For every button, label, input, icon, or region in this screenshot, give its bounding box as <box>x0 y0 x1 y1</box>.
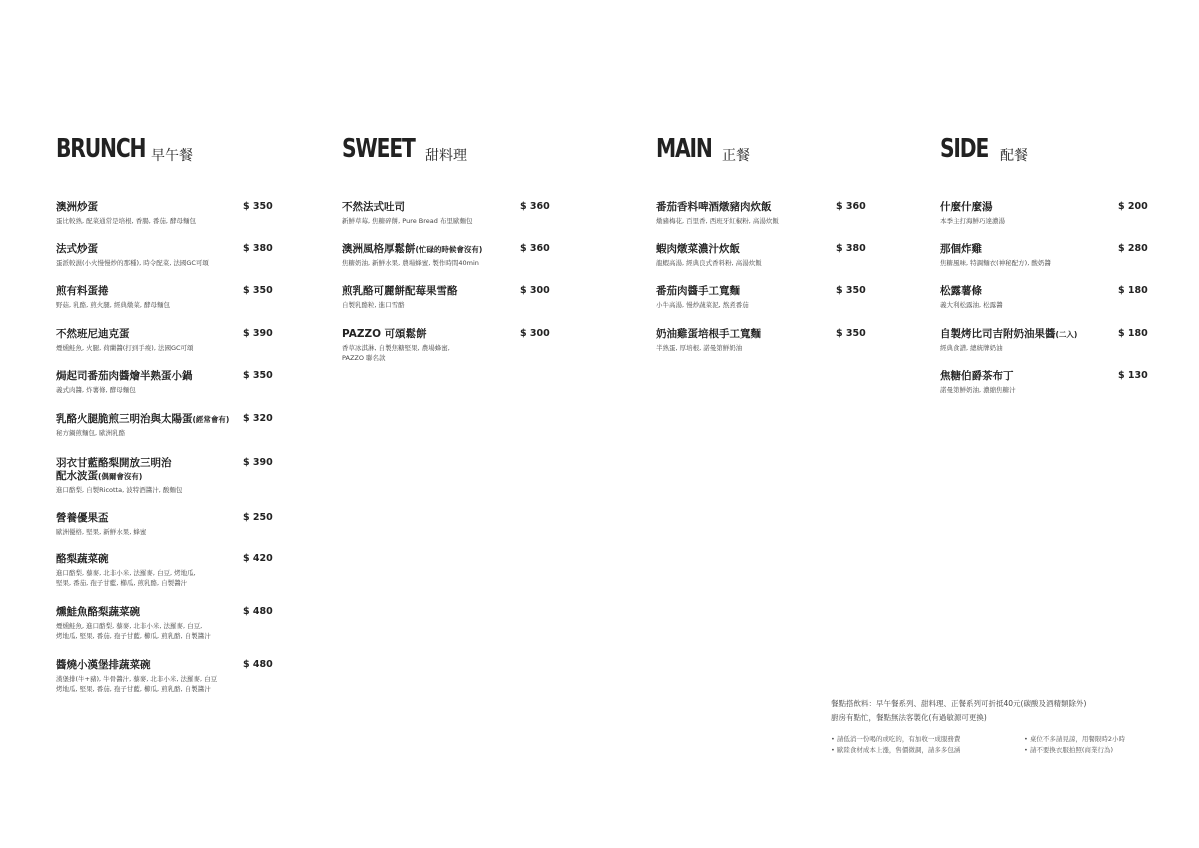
item-price: $ 350 <box>243 285 273 296</box>
menu-item <box>656 201 886 226</box>
item-price: $ 380 <box>836 243 866 254</box>
item-description: 秘方鍋煎麵包, 歐洲乳酪 <box>56 429 126 437</box>
column-subtitle: 配餐 <box>1000 148 1028 164</box>
item-name: 松露薯條 <box>940 285 982 297</box>
item-name: 燻鮭魚酪梨蔬菜碗 <box>56 606 140 618</box>
item-name: 番茄肉醬手工寬麵 <box>656 285 740 297</box>
menu-item <box>56 370 296 395</box>
item-price: $ 350 <box>836 285 866 296</box>
menu-item <box>940 285 1170 310</box>
menu-item <box>56 413 296 438</box>
menu-item <box>56 201 296 226</box>
item-description: 燉豬梅花, 百里香, 西班牙紅椒粉, 高湯炊飯 <box>656 217 779 225</box>
item-price: $ 350 <box>243 370 273 381</box>
item-price: $ 200 <box>1118 201 1148 212</box>
item-name: 什麼什麼湯 <box>940 201 993 213</box>
note-item: • 請低消一份喝的或吃的，有加收一成服務費 <box>831 734 960 745</box>
menu-item <box>940 201 1170 226</box>
item-price: $ 390 <box>243 328 273 339</box>
note-item: • 請不要換衣服拍照(商業行為) <box>1024 745 1125 756</box>
item-note: (忙碌的時候會沒有) <box>415 245 483 254</box>
item-name: 不然班尼迪克蛋 <box>56 328 130 340</box>
item-note: (偶爾會沒有) <box>98 472 143 481</box>
menu-item <box>940 370 1170 395</box>
item-name: 自製烤比司吉附奶油果醬(二入) <box>940 328 1078 340</box>
item-description: 蛋派較濕(小火慢慢炒的那種), 時令配菜, 法國GC可頌 <box>56 259 209 267</box>
menu-item <box>342 328 572 363</box>
column-title: SIDE <box>940 134 989 164</box>
column-title: BRUNCH <box>56 134 146 164</box>
column-title: MAIN <box>656 134 712 164</box>
item-price: $ 350 <box>243 201 273 212</box>
item-name: 番茄香料啤酒燉豬肉炊飯 <box>656 201 772 213</box>
item-description: 半熟蛋, 厚培根, 諾曼第鮮奶油 <box>656 344 743 352</box>
menu-column-brunch <box>56 134 296 693</box>
menu-item <box>656 328 886 353</box>
item-name: 煎有料蛋捲 <box>56 285 109 297</box>
menu-item <box>56 553 296 588</box>
item-name: 澳洲炒蛋 <box>56 201 98 213</box>
footer <box>831 697 1086 725</box>
item-price: $ 350 <box>836 328 866 339</box>
item-name: 煎乳酪可麗餅配莓果雪酪 <box>342 285 458 297</box>
item-name: 那個炸雞 <box>940 243 982 255</box>
item-description: 進口酪梨, 藜麥, 北非小米, 法羅麥, 白豆, 烤地瓜, 堅果, 番茄, 孢子甘藍, 櫛瓜, 煎乳酪, 自製醬汁 <box>56 569 196 587</box>
menu-column-main <box>656 134 886 352</box>
item-name: 焗起司番茄肉醬燴半熟蛋小鍋 <box>56 370 193 382</box>
menu-item <box>56 328 296 353</box>
item-price: $ 130 <box>1118 370 1148 381</box>
menu-item <box>56 659 296 694</box>
item-description: 經典食譜, 總統牌奶油 <box>940 344 1003 352</box>
item-description: 野菇, 乳酪, 煎火腿, 經典燉菜, 酵母麵包 <box>56 301 171 309</box>
column-header <box>940 134 1170 168</box>
note-item: • 歐陸食材成本上漲，售價微調，請多多包涵 <box>831 745 960 756</box>
item-name: 羽衣甘藍酪梨開放三明治 配水波蛋(偶爾會沒有) <box>56 457 172 482</box>
item-name: 營養優果盃 <box>56 512 109 524</box>
column-subtitle: 正餐 <box>722 148 750 164</box>
menu-item <box>656 285 886 310</box>
menu-item <box>56 606 296 641</box>
item-price: $ 180 <box>1118 285 1148 296</box>
notes-left <box>831 734 960 756</box>
item-description: 蛋比較熟, 配菜通常是培根, 香腸, 番茄, 酵母麵包 <box>56 217 197 225</box>
item-description: 義大利松露油, 松露醬 <box>940 301 1003 309</box>
item-description: 龍蝦高湯, 經典良式香料粉, 高湯炊飯 <box>656 259 762 267</box>
item-price: $ 380 <box>243 243 273 254</box>
item-price: $ 420 <box>243 553 273 564</box>
item-price: $ 390 <box>243 457 273 468</box>
item-price: $ 360 <box>520 243 550 254</box>
menu-item <box>56 285 296 310</box>
item-description: 諾曼第鮮奶油, 濃縮焦糖汁 <box>940 386 1016 394</box>
item-description: 小牛高湯, 慢炒蔬菜泥, 熬煮番茄 <box>656 301 749 309</box>
item-note: (經常會有) <box>192 415 230 424</box>
item-price: $ 480 <box>243 606 273 617</box>
item-description: 本季主打海鮮巧達濃湯 <box>940 217 1005 225</box>
note-item: • 桌位不多請見諒，用餐限時2小時 <box>1024 734 1125 745</box>
item-name: 乳酪火腿脆煎三明治與太陽蛋(經常會有) <box>56 413 230 425</box>
item-name: 奶油雞蛋培根手工寬麵 <box>656 328 761 340</box>
item-name: PAZZO 可頌鬆餅 <box>342 328 427 340</box>
menu-column-side <box>940 134 1170 394</box>
item-price: $ 180 <box>1118 328 1148 339</box>
footer-line-1: 餐點搭飲料：早午餐系列、甜料理、正餐系列可折抵40元(碳酸及酒精類除外) <box>831 699 1087 708</box>
item-price: $ 250 <box>243 512 273 523</box>
column-title: SWEET <box>342 134 415 164</box>
item-name: 蝦肉燉菜濃汁炊飯 <box>656 243 740 255</box>
menu-column-sweet <box>342 134 572 362</box>
menu-item <box>656 243 886 268</box>
menu-item <box>56 512 296 537</box>
item-price: $ 320 <box>243 413 273 424</box>
menu-item <box>940 243 1170 268</box>
column-header <box>656 134 886 168</box>
item-price: $ 300 <box>520 285 550 296</box>
item-description: 焦糖奶油, 新鮮水果, 農場蜂蜜, 製作時間40min <box>342 259 479 267</box>
notes-right <box>1024 734 1125 756</box>
item-name: 酪梨蔬菜碗 <box>56 553 109 565</box>
item-description: 煙燻鮭魚, 火腿, 荷蘭醬(打到手痠), 法國GC可頌 <box>56 344 194 352</box>
item-price: $ 480 <box>243 659 273 670</box>
item-price: $ 300 <box>520 328 550 339</box>
menu-item <box>940 328 1170 353</box>
item-name: 法式炒蛋 <box>56 243 98 255</box>
item-description: 焦糖風味, 特調麵衣(神秘配方), 酸奶醬 <box>940 259 1051 267</box>
item-name: 醬燒小漢堡排蔬菜碗 <box>56 659 151 671</box>
item-price: $ 360 <box>520 201 550 212</box>
item-description: 義式肉醬, 炸薯條, 酵母麵包 <box>56 386 136 394</box>
menu-item <box>56 243 296 268</box>
column-header <box>342 134 572 168</box>
column-subtitle: 甜料理 <box>425 148 467 164</box>
item-description: 自製乳酪粒, 進口雪酪 <box>342 301 405 309</box>
footer-line-2: 廚房有點忙，餐點無法客製化(有過敏源可更換) <box>831 713 987 722</box>
item-price: $ 360 <box>836 201 866 212</box>
item-description: 新鮮草莓, 焦糖碎餅, Pure Bread 布里歐麵包 <box>342 217 473 225</box>
item-name: 焦糖伯爵茶布丁 <box>940 370 1014 382</box>
item-name: 澳洲風格厚鬆餅(忙碌的時候會沒有) <box>342 243 483 255</box>
item-name: 不然法式吐司 <box>342 201 405 213</box>
menu-item <box>342 243 572 268</box>
item-note: (二入) <box>1055 330 1078 339</box>
item-description: 進口酪梨, 自製Ricotta, 波特酒醬汁, 酸麵包 <box>56 486 183 494</box>
column-subtitle: 早午餐 <box>151 148 193 164</box>
item-price: $ 280 <box>1118 243 1148 254</box>
item-description: 歐洲優格, 堅果, 新鮮水果, 蜂蜜 <box>56 528 147 536</box>
column-header <box>56 134 296 168</box>
menu-item <box>342 285 572 310</box>
item-description: 漢堡排(牛+豬), 牛骨醬汁, 藜麥, 北非小米, 法羅麥, 白豆 烤地瓜, 堅果, 番茄, 孢子甘藍, 櫛瓜, 煎乳酪, 自製醬汁 <box>56 675 218 693</box>
menu-item <box>56 457 296 495</box>
item-description: 香草冰淇淋, 自製焦糖堅果, 農場蜂蜜, PAZZO 聯名款 <box>342 344 450 362</box>
item-description: 煙燻鮭魚, 進口酪梨, 藜麥, 北非小米, 法羅麥, 白豆, 烤地瓜, 堅果, 番茄, 孢子甘藍, 櫛瓜, 煎乳酪, 自製醬汁 <box>56 622 211 640</box>
menu-item <box>342 201 572 226</box>
